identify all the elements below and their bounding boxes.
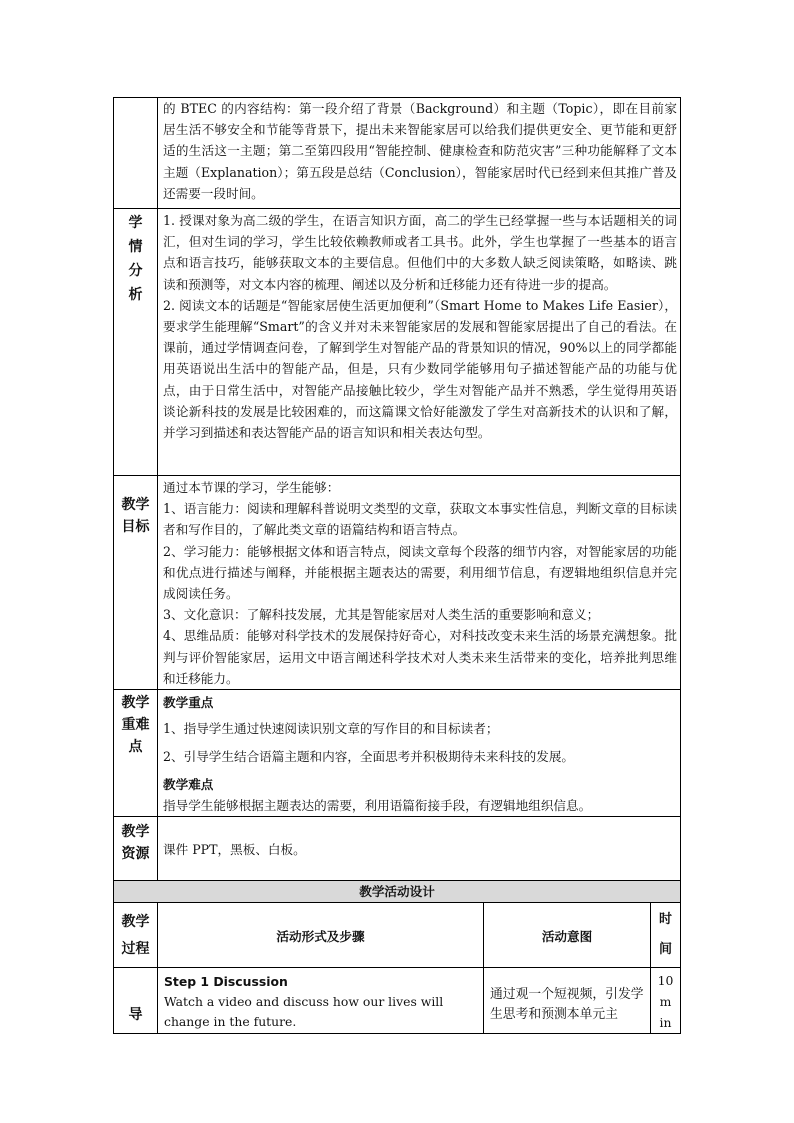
label-line: 教学 [121,497,150,513]
difficulty-text: 指导学生能够根据主题表达的需要，利用语篇衔接手段，有逻辑地组织信息。 [163,797,592,813]
focus-item: 1、指导学生通过快速阅读识别文章的写作目的和目标读者； [163,721,499,737]
label-line: 析 [128,287,143,303]
design-band-row [114,881,681,903]
objectives-intro: 通过本节课的学习，学生能够： [163,480,340,495]
objectives-label [114,476,158,690]
intro-label-cell [114,98,158,209]
objective-item: 3、文化意识：了解科技发展，尤其是智能家居对人类生活的重要影响和意义； [163,607,600,623]
objective-item: 4、思维品质：能够对科学技术的发展保持好奇心，对科技改变未来生活的场景充满想象。批判与评价智能家居，运用文中语言阐述科学技术对人类未来生活带来的变化，培养批判思维和迁移能力。 [163,628,677,686]
step-cell [158,968,484,1034]
focus-item: 2、引导学生结合语篇主题和内容，全面思考并积极期待未来科技的发展。 [163,749,575,765]
label-line: 过程 [121,941,150,958]
label-line: 时 [658,912,672,928]
label-line: 目标 [121,519,150,535]
intent-cell [484,968,651,1034]
time-cell [651,968,681,1034]
resources-cell [158,817,681,881]
label-line: 学 [128,215,143,231]
lesson-plan-table [113,97,680,1034]
analysis-paragraph-1: 1. 授课对象为高二级的学生，在语言知识方面，高二的学生已经掌握一些与本话题相关的词汇，但对生词的学习，学生比较依赖教师或者工具书。此外，学生也掌握了一些基本的语言点和语言技巧，能够获取文本的主要信息。但他们中的大多数人缺乏阅读策略，如略读、跳读和预测等，对文本内容的梳理、阐述以及分析和迁移能力还有待进一步的提高。 [163,213,677,292]
difficulty-title: 教学难点 [163,776,214,792]
steps-header: 活动形式及步骤 [158,903,484,968]
label-line: 教学 [121,695,150,712]
label-line: 点 [128,739,143,756]
focus-title: 教学重点 [163,695,214,711]
process-header-label [114,903,158,968]
intro-cell [158,98,681,209]
resources-label [114,817,158,881]
step-text: Watch a video and discuss how our lives will change in the future. [164,994,444,1030]
intro-row [114,98,681,209]
label-line: 资源 [121,846,150,863]
key-points-cell [158,690,681,817]
student-analysis-cell [158,209,681,476]
objective-item: 2、学习能力：能够根据文体和语言特点，阅读文章每个段落的细节内容，对智能家居的功能和优点进行描述与阐释，并能根据主题表达的需要，利用细节信息，有逻辑地组织信息并完成阅读任务。 [163,543,677,602]
label-line: 间 [658,942,672,958]
time-line: m [659,994,672,1010]
step-title: Step 1 Discussion [164,974,288,990]
time-line: 10 [657,973,674,989]
student-analysis-row [114,209,681,476]
label-line: 分 [128,263,143,279]
stage-label: 导 [128,1007,143,1024]
objectives-row [114,476,681,690]
key-points-label [114,690,158,817]
label-line: 教学 [121,914,150,931]
design-band: 教学活动设计 [114,881,681,903]
key-points-row [114,690,681,817]
time-line: in [659,1015,672,1031]
process-row [114,968,681,1034]
analysis-paragraph-2: 2. 阅读文本的话题是“智能家居使生活更加便利”（Smart Home to Makes Life Easier），要求学生能理解“Smart”的含义并对未来智能家居的发展和智能家居提出了自己的看法。在课前，通过学情调查问卷，了解到学生对智能产品的背景知识的情况，90%以上的同学都能用英语说出生活中的智能产品，但是，只有少数同学能够用句子描述智能产品的功能与优点，由于日常生活中，对智能产品接触比较少，学生对智能产品并不熟悉，学生觉得用英语谈论新科技的发展是比较困难的，而这篇课文恰好能激发了学生对高新技术的认识和了解，并学习到描述和表达智能产品的语言知识和相关表达句型。 [163,297,677,441]
intent-text: 通过观一个短视频，引发学生思考和预测本单元主 [490,987,644,1023]
objective-item: 1、语言能力：阅读和理解科普说明文类型的文章，获取文本事实性信息，判断文章的目标读者和写作目的，了解此类文章的语篇结构和语言特点。 [163,501,677,538]
intro-text: 的 BTEC 的内容结构：第一段介绍了背景（Background）和主题（Topic），即在目前家居生活不够安全和节能等背景下，提出未来智能家居可以给我们提供更安全、更节能和更舒适的生活这一主题；第二至第四段用“智能控制、健康检查和防范灾害”三种功能解释了文本主题（Explanation）；第五段是总结（Conclusion），智能家居时代已经到来但其推广普及还需要一段时间。 [163,101,677,201]
resources-text: 课件 PPT，黑板、白板。 [163,842,306,858]
label-line: 教学 [121,824,150,841]
label-line: 情 [128,239,143,255]
student-analysis-label [114,209,158,476]
time-header [651,903,681,968]
label-line: 重难 [121,717,150,734]
stage-cell [114,968,158,1034]
process-header-row [114,903,681,968]
resources-row [114,817,681,881]
intent-header: 活动意图 [484,903,651,968]
objectives-cell [158,476,681,690]
